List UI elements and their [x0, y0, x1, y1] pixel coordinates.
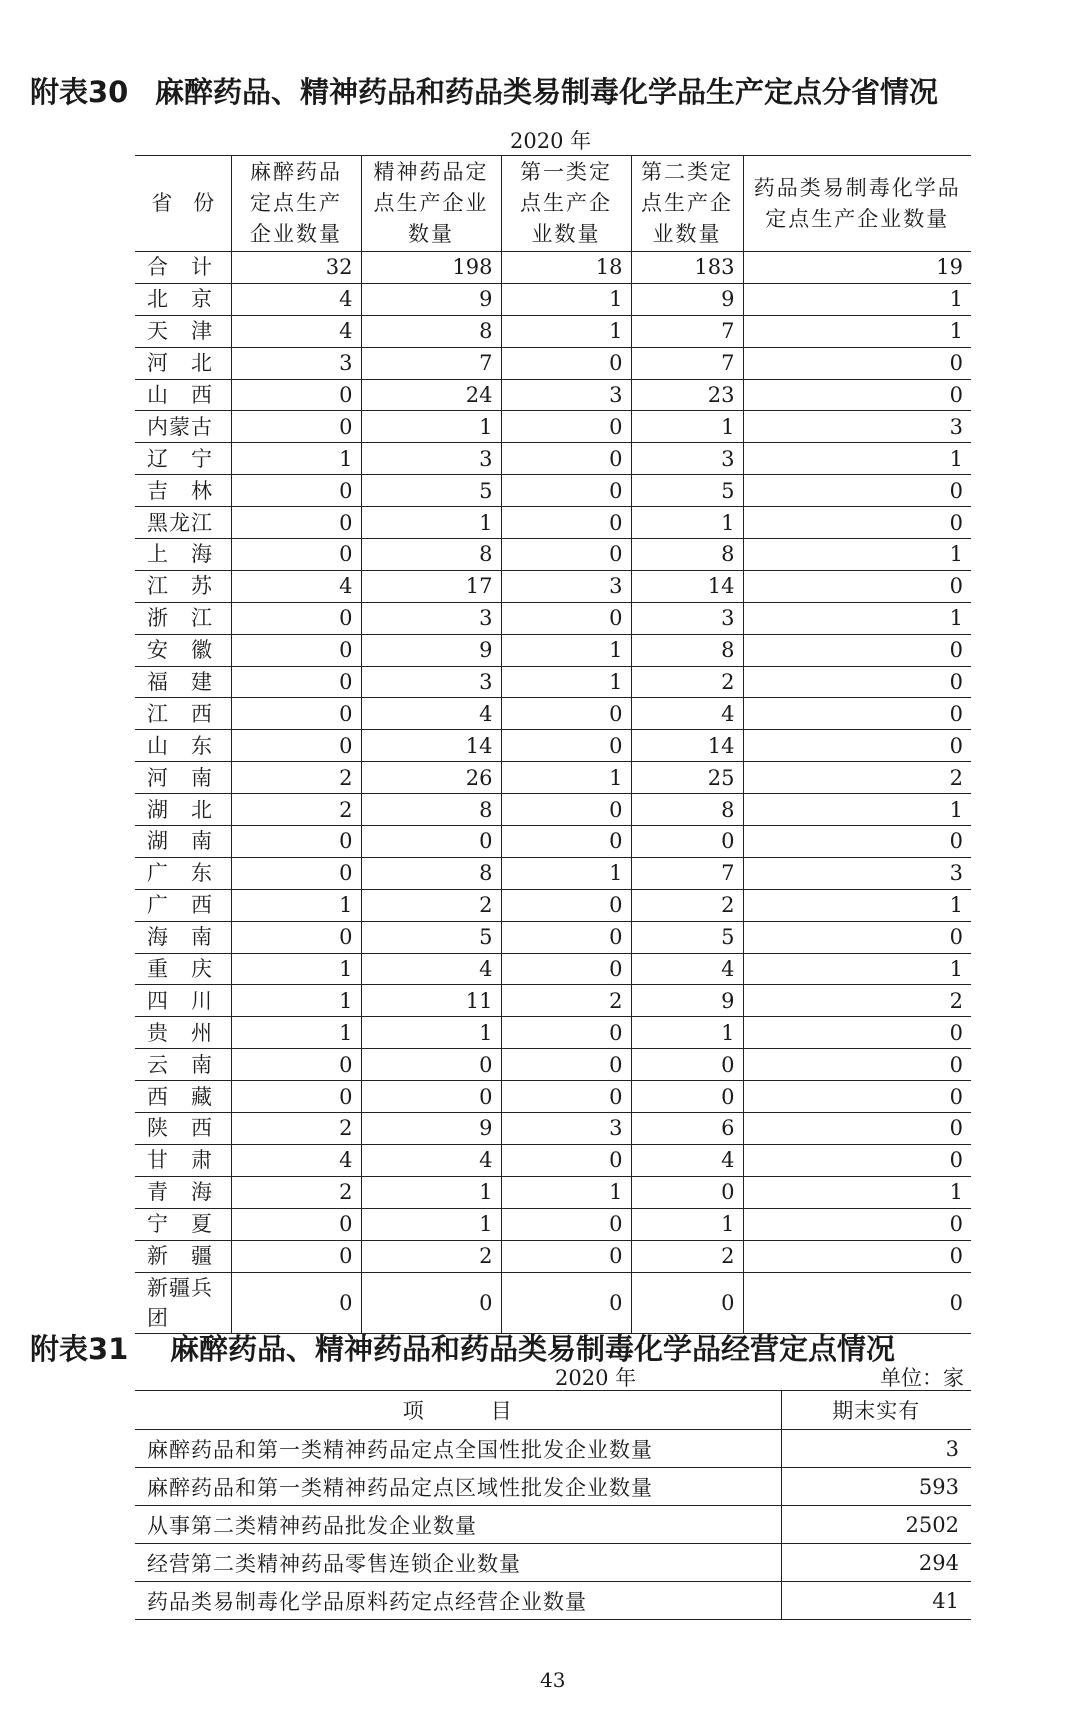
province-cell: 青 海 [135, 1176, 231, 1208]
value-cell: 1 [231, 1017, 361, 1049]
value-cell: 0 [501, 602, 631, 634]
value-cell: 0 [231, 1049, 361, 1081]
value-cell: 2 [501, 985, 631, 1017]
value-cell: 0 [743, 1017, 971, 1049]
table-row [135, 666, 971, 698]
value-cell: 23 [631, 379, 743, 411]
value-cell: 1 [743, 1176, 971, 1208]
value-cell: 3 [631, 602, 743, 634]
value-cell: 3 [501, 1113, 631, 1145]
value-cell: 8 [361, 857, 501, 889]
value-cell: 7 [631, 857, 743, 889]
value-cell: 1 [361, 1176, 501, 1208]
province-cell: 天 津 [135, 315, 231, 347]
value-cell: 9 [361, 283, 501, 315]
province-cell: 北 京 [135, 283, 231, 315]
table-row [135, 443, 971, 475]
value-cell: 4 [631, 953, 743, 985]
table-row [135, 889, 971, 921]
value-cell: 0 [743, 1081, 971, 1113]
value-cell: 0 [743, 1049, 971, 1081]
value-cell: 4 [631, 1144, 743, 1176]
value-cell: 0 [501, 411, 631, 443]
value-cell: 1 [743, 889, 971, 921]
value-cell: 1 [501, 666, 631, 698]
value-cell: 2 [231, 762, 361, 794]
value-cell: 4 [361, 953, 501, 985]
province-cell: 安 徽 [135, 634, 231, 666]
column-header-class-one: 第一类定点生产企业数量 [501, 156, 631, 252]
value-cell: 0 [231, 857, 361, 889]
item-cell: 经营第二类精神药品零售连锁企业数量 [135, 1544, 781, 1582]
value-cell: 0 [501, 698, 631, 730]
table-row [135, 1017, 971, 1049]
value-cell: 0 [231, 602, 361, 634]
column-header-province: 省 份 [135, 156, 231, 252]
value-cell: 1 [231, 889, 361, 921]
value-cell: 2 [361, 889, 501, 921]
value-cell: 0 [231, 1081, 361, 1113]
value-cell: 0 [631, 826, 743, 858]
value-cell: 1 [743, 539, 971, 571]
province-cell: 宁 夏 [135, 1208, 231, 1240]
value-cell: 1 [361, 1017, 501, 1049]
province-cell: 湖 南 [135, 826, 231, 858]
value-cell: 0 [501, 1081, 631, 1113]
province-cell: 上 海 [135, 539, 231, 571]
value-cell: 9 [361, 1113, 501, 1145]
value-cell: 1 [501, 1176, 631, 1208]
table-header-row [135, 1391, 971, 1430]
value-cell: 8 [361, 315, 501, 347]
value-cell: 0 [743, 1272, 971, 1333]
value-cell: 18 [501, 252, 631, 284]
value-cell: 3 [231, 347, 361, 379]
province-cell: 浙 江 [135, 602, 231, 634]
value-cell: 9 [631, 283, 743, 315]
value-cell: 0 [361, 1049, 501, 1081]
value-cell: 593 [781, 1468, 971, 1506]
table-row [135, 1468, 971, 1506]
value-cell: 9 [361, 634, 501, 666]
value-cell: 1 [743, 283, 971, 315]
value-cell: 9 [631, 985, 743, 1017]
table-row [135, 507, 971, 539]
value-cell: 0 [743, 698, 971, 730]
value-cell: 25 [631, 762, 743, 794]
column-header-class-two: 第二类定点生产企业数量 [631, 156, 743, 252]
value-cell: 1 [743, 315, 971, 347]
table-header-row [135, 156, 971, 252]
table-row [135, 826, 971, 858]
value-cell: 0 [231, 507, 361, 539]
province-cell: 河 南 [135, 762, 231, 794]
value-cell: 1 [361, 411, 501, 443]
value-cell: 0 [231, 634, 361, 666]
value-cell: 294 [781, 1544, 971, 1582]
value-cell: 1 [501, 283, 631, 315]
value-cell: 2 [743, 985, 971, 1017]
value-cell: 3 [501, 570, 631, 602]
table30-title: 麻醉药品、精神药品和药品类易制毒化学品生产定点分省情况 [155, 75, 939, 109]
value-cell: 1 [501, 315, 631, 347]
value-cell: 4 [631, 698, 743, 730]
value-cell: 2 [361, 1240, 501, 1272]
table-row [135, 602, 971, 634]
value-cell: 0 [743, 475, 971, 507]
value-cell: 5 [631, 921, 743, 953]
value-cell: 32 [231, 252, 361, 284]
value-cell: 14 [361, 730, 501, 762]
value-cell: 0 [743, 1208, 971, 1240]
province-cell: 山 东 [135, 730, 231, 762]
value-cell: 0 [231, 1240, 361, 1272]
value-cell: 3 [501, 379, 631, 411]
value-cell: 5 [361, 475, 501, 507]
value-cell: 0 [743, 666, 971, 698]
value-cell: 0 [631, 1049, 743, 1081]
value-cell: 1 [631, 1017, 743, 1049]
province-cell: 合 计 [135, 252, 231, 284]
value-cell: 4 [361, 1144, 501, 1176]
value-cell: 0 [501, 347, 631, 379]
province-cell: 福 建 [135, 666, 231, 698]
value-cell: 0 [501, 921, 631, 953]
value-cell: 24 [361, 379, 501, 411]
value-cell: 1 [231, 953, 361, 985]
table-row [135, 698, 971, 730]
province-cell: 新 疆 [135, 1240, 231, 1272]
value-cell: 0 [501, 826, 631, 858]
value-cell: 0 [743, 634, 971, 666]
value-cell: 0 [231, 1272, 361, 1333]
item-cell: 药品类易制毒化学品原料药定点经营企业数量 [135, 1582, 781, 1620]
value-cell: 0 [231, 475, 361, 507]
column-header-precursor: 药品类易制毒化学品定点生产企业数量 [743, 156, 971, 252]
value-cell: 5 [631, 475, 743, 507]
value-cell: 3 [631, 443, 743, 475]
value-cell: 0 [231, 730, 361, 762]
province-cell: 四 川 [135, 985, 231, 1017]
province-cell: 江 西 [135, 698, 231, 730]
table-row [135, 539, 971, 571]
value-cell: 19 [743, 252, 971, 284]
value-cell: 0 [501, 475, 631, 507]
value-cell: 4 [231, 315, 361, 347]
column-header-end-count: 期末实有 [781, 1391, 971, 1430]
value-cell: 3 [743, 857, 971, 889]
value-cell: 5 [361, 921, 501, 953]
table-row [135, 1081, 971, 1113]
production-sites-table [135, 155, 971, 1334]
value-cell: 0 [743, 1240, 971, 1272]
table-row [135, 252, 971, 284]
table31-code: 附表31 [30, 1332, 129, 1366]
value-cell: 1 [631, 411, 743, 443]
province-cell: 陕 西 [135, 1113, 231, 1145]
value-cell: 8 [361, 794, 501, 826]
value-cell: 0 [231, 379, 361, 411]
value-cell: 3 [361, 666, 501, 698]
province-cell: 辽 宁 [135, 443, 231, 475]
value-cell: 7 [631, 347, 743, 379]
value-cell: 0 [743, 379, 971, 411]
table-row [135, 1430, 971, 1468]
value-cell: 0 [743, 570, 971, 602]
value-cell: 0 [501, 1208, 631, 1240]
table-row [135, 283, 971, 315]
value-cell: 1 [743, 602, 971, 634]
value-cell: 26 [361, 762, 501, 794]
province-cell: 云 南 [135, 1049, 231, 1081]
province-cell: 甘 肃 [135, 1144, 231, 1176]
value-cell: 0 [743, 1113, 971, 1145]
value-cell: 8 [361, 539, 501, 571]
value-cell: 14 [631, 570, 743, 602]
value-cell: 0 [501, 443, 631, 475]
province-cell: 海 南 [135, 921, 231, 953]
value-cell: 7 [361, 347, 501, 379]
province-cell: 广 东 [135, 857, 231, 889]
value-cell: 3 [743, 411, 971, 443]
value-cell: 14 [631, 730, 743, 762]
distribution-sites-table [135, 1390, 971, 1620]
value-cell: 4 [231, 283, 361, 315]
value-cell: 1 [743, 953, 971, 985]
table-row [135, 985, 971, 1017]
table30-code: 附表30 [30, 75, 129, 109]
value-cell: 1 [631, 507, 743, 539]
item-cell: 从事第二类精神药品批发企业数量 [135, 1506, 781, 1544]
value-cell: 1 [231, 443, 361, 475]
item-cell: 麻醉药品和第一类精神药品定点区域性批发企业数量 [135, 1468, 781, 1506]
province-cell: 湖 北 [135, 794, 231, 826]
value-cell: 0 [501, 507, 631, 539]
province-cell: 贵 州 [135, 1017, 231, 1049]
value-cell: 0 [231, 666, 361, 698]
value-cell: 17 [361, 570, 501, 602]
value-cell: 8 [631, 539, 743, 571]
item-cell: 麻醉药品和第一类精神药品定点全国性批发企业数量 [135, 1430, 781, 1468]
table-row [135, 794, 971, 826]
table-row [135, 1176, 971, 1208]
table-row [135, 634, 971, 666]
value-cell: 1 [361, 1208, 501, 1240]
table31-title: 麻醉药品、精神药品和药品类易制毒化学品经营定点情况 [170, 1332, 896, 1366]
value-cell: 0 [501, 1144, 631, 1176]
table-row [135, 1506, 971, 1544]
value-cell: 0 [231, 1208, 361, 1240]
value-cell: 0 [501, 1240, 631, 1272]
value-cell: 2 [631, 666, 743, 698]
value-cell: 0 [501, 1017, 631, 1049]
table-row [135, 1240, 971, 1272]
value-cell: 1 [743, 443, 971, 475]
table-row [135, 1272, 971, 1333]
value-cell: 0 [231, 826, 361, 858]
value-cell: 2502 [781, 1506, 971, 1544]
value-cell: 4 [231, 570, 361, 602]
value-cell: 0 [361, 1081, 501, 1113]
value-cell: 0 [743, 347, 971, 379]
table-row [135, 475, 971, 507]
table-row [135, 1582, 971, 1620]
province-cell: 黑龙江 [135, 507, 231, 539]
province-cell: 江 苏 [135, 570, 231, 602]
value-cell: 0 [501, 889, 631, 921]
table-row [135, 1208, 971, 1240]
table-row [135, 315, 971, 347]
table31-unit: 单位：家 [880, 1366, 964, 1390]
province-cell: 河 北 [135, 347, 231, 379]
value-cell: 0 [231, 921, 361, 953]
value-cell: 3 [361, 602, 501, 634]
value-cell: 3 [781, 1430, 971, 1468]
page-number: 43 [540, 1668, 566, 1692]
province-cell: 西 藏 [135, 1081, 231, 1113]
value-cell: 8 [631, 794, 743, 826]
value-cell: 0 [743, 1144, 971, 1176]
table-row [135, 411, 971, 443]
value-cell: 3 [361, 443, 501, 475]
column-header-item: 项 目 [135, 1391, 781, 1430]
value-cell: 0 [743, 921, 971, 953]
value-cell: 1 [631, 1208, 743, 1240]
value-cell: 1 [501, 762, 631, 794]
value-cell: 0 [501, 539, 631, 571]
value-cell: 198 [361, 252, 501, 284]
value-cell: 8 [631, 634, 743, 666]
value-cell: 0 [231, 411, 361, 443]
table-row [135, 379, 971, 411]
table-row [135, 347, 971, 379]
province-cell: 吉 林 [135, 475, 231, 507]
table30-year: 2020 年 [510, 129, 592, 153]
value-cell: 0 [231, 539, 361, 571]
value-cell: 2 [743, 762, 971, 794]
value-cell: 2 [231, 1176, 361, 1208]
table-row [135, 570, 971, 602]
value-cell: 1 [743, 794, 971, 826]
value-cell: 11 [361, 985, 501, 1017]
value-cell: 2 [631, 1240, 743, 1272]
table-row [135, 921, 971, 953]
value-cell: 0 [501, 794, 631, 826]
value-cell: 0 [361, 1272, 501, 1333]
value-cell: 1 [231, 985, 361, 1017]
table-row [135, 1049, 971, 1081]
value-cell: 0 [501, 953, 631, 985]
value-cell: 0 [631, 1081, 743, 1113]
value-cell: 4 [361, 698, 501, 730]
value-cell: 0 [631, 1176, 743, 1208]
value-cell: 0 [631, 1272, 743, 1333]
value-cell: 1 [501, 634, 631, 666]
value-cell: 1 [361, 507, 501, 539]
value-cell: 41 [781, 1582, 971, 1620]
table-row [135, 730, 971, 762]
province-cell: 内蒙古 [135, 411, 231, 443]
table-row [135, 762, 971, 794]
table31-year: 2020 年 [555, 1366, 637, 1390]
table-row [135, 1144, 971, 1176]
value-cell: 2 [631, 889, 743, 921]
table-row [135, 1544, 971, 1582]
value-cell: 0 [743, 730, 971, 762]
value-cell: 7 [631, 315, 743, 347]
value-cell: 2 [231, 1113, 361, 1145]
value-cell: 0 [501, 1272, 631, 1333]
value-cell: 0 [743, 507, 971, 539]
table-row [135, 1113, 971, 1145]
value-cell: 6 [631, 1113, 743, 1145]
province-cell: 新疆兵团 [135, 1272, 231, 1333]
column-header-narcotic: 麻醉药品定点生产企业数量 [231, 156, 361, 252]
province-cell: 山 西 [135, 379, 231, 411]
table-row [135, 953, 971, 985]
table-row [135, 857, 971, 889]
province-cell: 广 西 [135, 889, 231, 921]
value-cell: 0 [501, 730, 631, 762]
value-cell: 0 [361, 826, 501, 858]
value-cell: 0 [231, 698, 361, 730]
column-header-psychotropic: 精神药品定点生产企业数量 [361, 156, 501, 252]
value-cell: 0 [501, 1049, 631, 1081]
value-cell: 1 [501, 857, 631, 889]
value-cell: 4 [231, 1144, 361, 1176]
value-cell: 0 [743, 826, 971, 858]
province-cell: 重 庆 [135, 953, 231, 985]
value-cell: 183 [631, 252, 743, 284]
value-cell: 2 [231, 794, 361, 826]
